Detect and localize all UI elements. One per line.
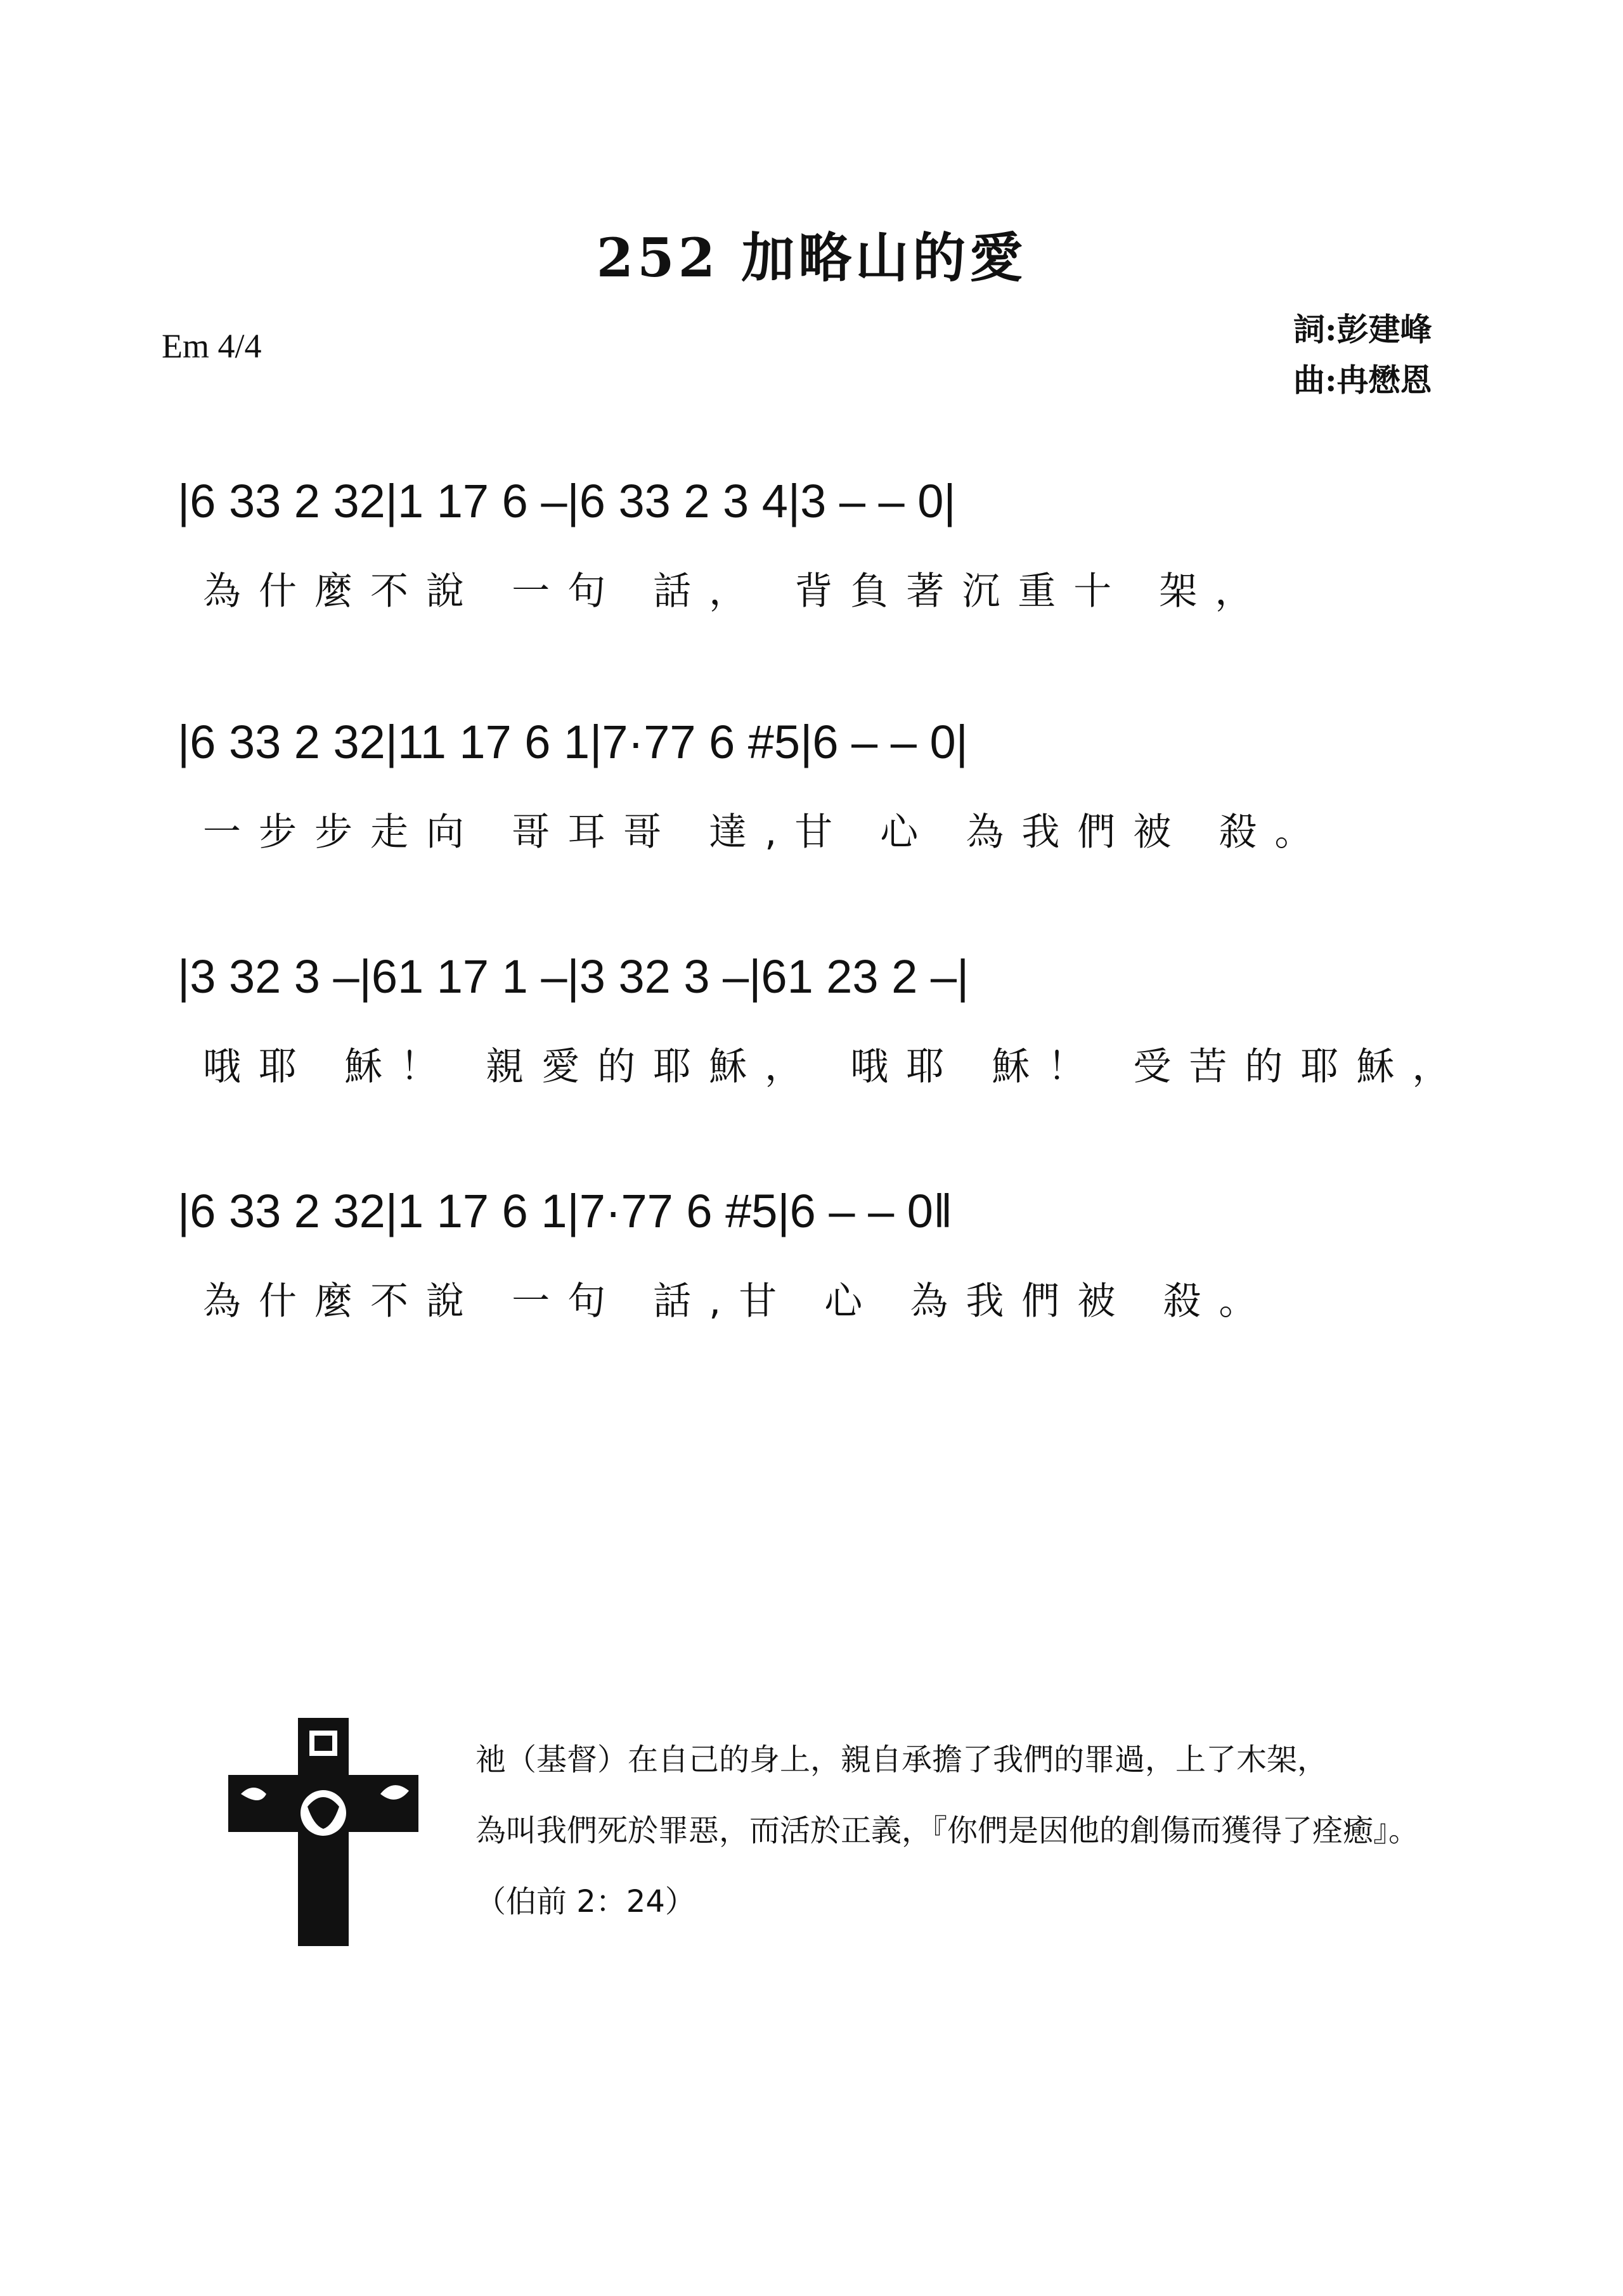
staff-line-2 xyxy=(178,697,1477,862)
lyrics-line-1: 為什麼不說 一句 話， 背負著沉重十 架， xyxy=(203,569,1271,614)
lyrics-line-4: 為什麼不說 一句 話,甘 心 為我們被 殺。 xyxy=(203,1279,1275,1324)
credits xyxy=(1293,304,1432,406)
staff-line-3 xyxy=(178,932,1477,1097)
staff-line-1 xyxy=(178,456,1477,621)
lyrics-line-3: 哦耶 穌！ 親愛的耶穌， 哦耶 穌！ 受苦的耶穌， xyxy=(203,1045,1468,1089)
page-title: 252 加略山的愛 xyxy=(596,226,1027,289)
scripture-verse xyxy=(475,1724,1522,1937)
notation-line-3: |3 32 3 –|61 17 1 –|3 32 3 –|61 23 2 –| xyxy=(178,950,969,1003)
verse-reference: （伯前 2：24） xyxy=(475,1884,695,1919)
composer: 曲:冉懋恩 xyxy=(1293,361,1432,399)
notation-line-2: |6 33 2 32|11 17 6 1|7·77 6 #5|6 – – 0| xyxy=(178,715,968,768)
verse-line-2: 為叫我們死於罪惡，而活於正義，『你們是因他的創傷而獲得了痊癒』。 xyxy=(475,1813,1419,1848)
notation-line-1: |6 33 2 32|1 17 6 –|6 33 2 3 4|3 – – 0| xyxy=(178,474,956,527)
lyrics-line-2: 一步步走向 哥耳哥 達,甘 心 為我們被 殺。 xyxy=(203,810,1331,855)
verse-line-1: 祂（基督）在自己的身上，親自承擔了我們的罪過，上了木架， xyxy=(475,1742,1328,1777)
staff-line-4 xyxy=(178,1166,1477,1331)
key-signature: Em 4/4 xyxy=(162,327,262,365)
lyricist: 詞:彭建峰 xyxy=(1293,311,1432,348)
notation-line-4: |6 33 2 32|1 17 6 1|7·77 6 #5|6 – – 0‖ xyxy=(178,1184,953,1237)
crucifix-icon xyxy=(228,1718,418,1946)
